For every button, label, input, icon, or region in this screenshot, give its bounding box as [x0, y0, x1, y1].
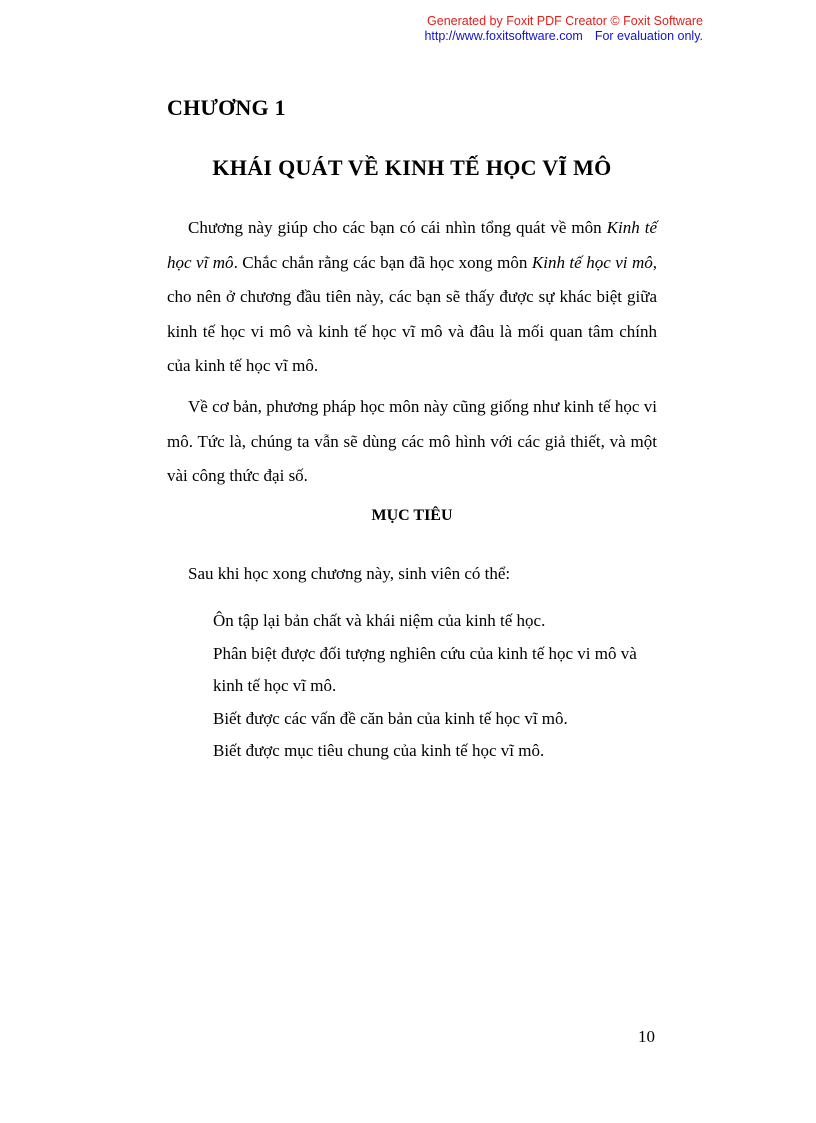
method-paragraph: Về cơ bản, phương pháp học môn này cũng giống như kinh tế học vi mô. Tức là, chúng ta vẫn sẽ dùng các mô hình với các giả thiết, và một vài công thức đại số. — [167, 397, 657, 485]
watermark-url: http://www.foxitsoftware.com — [424, 29, 583, 43]
objective-item: Biết được các vấn đề căn bản của kinh tế học vĩ mô. — [213, 708, 568, 728]
foxit-watermark — [424, 14, 703, 44]
objective-item: Biết được mục tiêu chung của kinh tế học vĩ mô. — [213, 741, 545, 760]
objective-item: Ôn tập lại bản chất và khái niệm của kinh tế học. — [213, 611, 546, 630]
course-name-micro: Kinh tế học vi mô — [531, 252, 653, 272]
objectives-intro: Sau khi học xong chương này, sinh viên có thể: — [188, 564, 511, 583]
watermark-generator-text: Generated by Foxit PDF Creator © Foxit Software — [427, 14, 703, 28]
chapter-title: KHÁI QUÁT VỀ KINH TẾ HỌC VĨ MÔ — [212, 155, 612, 180]
objectives-list — [213, 605, 659, 768]
watermark-evaluation-note: For evaluation only. — [594, 29, 703, 43]
objectives-heading: MỤC TIÊU — [371, 507, 453, 524]
intro-text-2: . Chắc chắn rằng các bạn đã học xong môn — [233, 252, 532, 272]
intro-text-3: , cho nên ở chương đầu tiên này, các bạn sẽ thấy được sự khác biệt giữa kinh tế học vi mô và kinh tế học vĩ mô và đâu là mối quan tâm chính của kinh tế học vĩ mô. — [167, 252, 657, 375]
intro-text-1: Chương này giúp cho các bạn có cái nhìn tổng quát về môn — [188, 218, 607, 237]
page-number: 10 — [638, 1027, 655, 1046]
watermark-url-line — [424, 29, 703, 44]
course-name-macro: Kinh tế học vĩ mô — [167, 218, 657, 272]
objective-item: Phân biệt được đối tượng nghiên cứu của kinh tế học vi mô và kinh tế học vĩ mô. — [213, 643, 637, 695]
intro-paragraph — [167, 211, 657, 384]
chapter-label: CHƯƠNG 1 — [167, 95, 286, 120]
